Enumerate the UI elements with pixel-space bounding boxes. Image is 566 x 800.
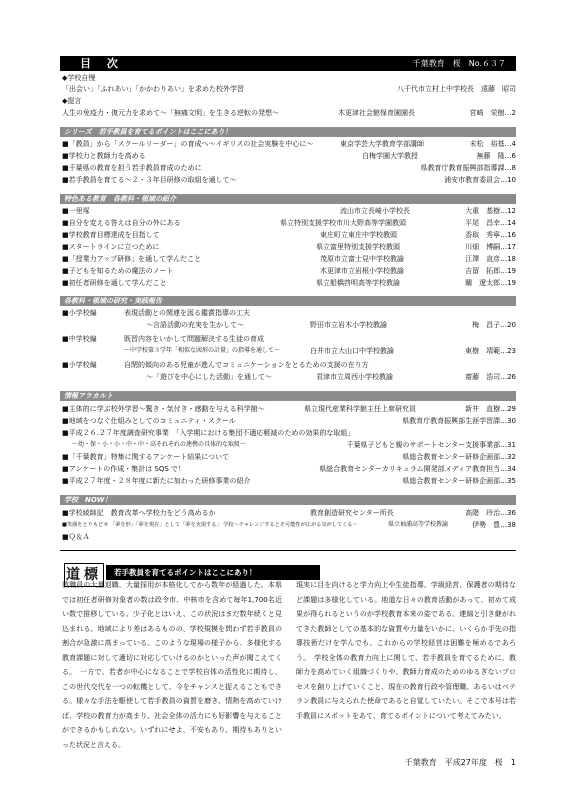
toc-entry[interactable]: ■小学校編 自閉的傾向のある児童が進んでコミュニケーションをとるための支援の在り方	[62, 361, 369, 369]
toc-entry[interactable]: ■一里塚 流山市立長崎小学校長 大重 基樹…12	[62, 207, 516, 215]
toc-title: 目 次	[80, 57, 124, 70]
toc-entry[interactable]: ■自分を変える答えは自分の外にある 県立特別支援学校市川大野高等学園教頭 平尾 昌幸…14	[62, 219, 516, 227]
intro-item-1[interactable]: 「出会い」「ふれあい」「かかわりあい」を求めた校外学習 八千代市立村上中学校長 遠藤 昭司	[62, 85, 516, 93]
toc-entry[interactable]: ■平成２６.２７年度調査研究事業 「入学期における集団不適応軽減のための効果的な取組」	[62, 429, 355, 437]
toc-entry[interactable]: ■「千葉教育」特集に関するアンケート結果について 県総合教育センター研修企画部…32	[62, 453, 516, 461]
editorial-left-column: 教職員の大量退職、大量採用が本格化してから数年が経過した。本県では初任者研修対象者の数は政令市、中核市を含めて毎年1,700名近い数で推移している。少子化とはいえ、この状況はまだ数年続くと見込まれる。地域により差はあるものの、学校規模を問わず若手教員の割合が急激に高まっている。このような現場の様子から、多様化する教育課題に対して適切に対応していけるのかといった声が聞こえてくる。 一方で、若者が中心になることで学校自体の活性化に期待し、この世代交代を一つの転機として、今をチャンスと捉えることもできる。様々な手法を駆使して若手教員の資質を磨き、情熱を高めていけば、学校の教育力が高まり、社会全体の活力にも好影響を与えることができるかもしれない。いずれにせよ、不安もあり、期待もありといった状況と言える。	[62, 581, 282, 749]
toc-entry[interactable]: ■主体的に学ぶ校外学習～驚き・気付き・感動を与える科学館～ 県立現代産業科学館主任上席研究員 新井 直樹…29	[62, 405, 516, 413]
intro-item-2[interactable]: 人生の免疫力・復元力を求めて～「無痛文明」を生きる逆転の発想～ 木更津社会館保育園園長 宮崎 栄樹…2	[62, 109, 516, 117]
toc-entry[interactable]: ■Ｑ＆Ａ	[62, 533, 90, 541]
section-banner-special: 特色ある教育 各教科・領域の紹介	[60, 194, 516, 204]
editorial-right-column: 現実に目を向けると学力向上や生徒指導、学級経営、保護者の期待など課題は多様化している。地道な日々の教育活動があって、初めて成果が得られるというのが学校教育本来の姿である。連綿と引き継がれてきた教師としての基本的な資質や力量をいかに、いくらか手先の指導技術だけを学んでも、これからの学校経営は困難を極めるであろう。 学校全体の教育力向上に関して、若手教員を育てるために、教師力を高めていく組織づくりや、教師力育成のためのゆるぎないプロセスを創り上げていくこと、現在の教育行政や管理職、あるいはベテラン教員に与えられた使命であると自覚していたい。そこで本号は若手教員にスポットをあて、育てるポイントについて考えてみたい。	[296, 581, 516, 720]
toc-entry[interactable]: ～中学校第３学年「相似な図形の計量」の指導を通して～ 白井市立大山口中学校教諭 東樹 靖範…23	[124, 347, 516, 355]
toc-entry[interactable]: ■子どもを知るための魔法のノート 木更津市立岩根小学校教諭 吉留 拓郎…19	[62, 267, 516, 275]
page-footer: 千葉教育 平成27年度 桜 1	[404, 758, 516, 767]
publication-label: 千葉教育 桜 No.６３７	[412, 59, 506, 68]
toc-entry[interactable]: ■学校力と教師力を高める 白梅学園大学教授 無藤 隆…6	[62, 152, 516, 160]
toc-entry[interactable]: ■地域をつなぐ仕組みとしてのコミュニティ・スクール 県教育庁教育振興部生涯学習課…30	[62, 417, 516, 425]
toc-entry[interactable]: ■アンケートの作成・集計は SQS で！ 県総合教育センターカリキュラム開発部メディア教育担当…34	[62, 465, 516, 473]
toc-entry[interactable]: ■若手教員を育てる～２・３年目研修の取組を通して～ 浦安市教育委員会…10	[62, 176, 516, 184]
intro-label-1: ◆学校自慢	[62, 74, 96, 82]
toc-entry[interactable]: ■スタートラインに立つために 県立富里特別支援学校教頭 川畑 博嗣…17	[62, 243, 516, 251]
toc-entry[interactable]: ■学校教育目標達成を目指して 東庄町立東庄中学校教頭 香取 秀寧…16	[62, 231, 516, 239]
toc-entry[interactable]: ■小学校編 表現活動との関連を図る鑑賞指導の工夫	[62, 309, 250, 317]
section-banner-school-now: 学校 NOW！	[60, 495, 516, 505]
toc-entry[interactable]: ■「教員」から「スクールリーダー」の育成へ～イギリスの社会実験を中心に～ 東京学芸大学教育学部講師 末松 裕基…4	[62, 140, 516, 148]
toc-entry[interactable]: ～「遊びを中心にした活動」を通して～ 君津市立周西小学校教諭 齋藤 浩司…26	[146, 373, 516, 381]
toc-entry[interactable]: ■中学校編 既習内容をいかして問題解決する生徒の育成	[62, 335, 264, 343]
toc-entry[interactable]: ■千葉県の教育を担う若手教員育成のために 県教育庁教育振興部指導課…8	[62, 164, 516, 172]
toc-entry[interactable]: ■平成２７年度・２８年度に新たに加わった研修事業の紹介 県総合教育センター研修企画部…35	[62, 477, 516, 485]
toc-entry[interactable]: ■初任者研修を通して学んだこと 県立船橋啓明高等学校教諭 關 遼太郎…19	[62, 279, 516, 287]
doukyo-mark: 道標	[64, 563, 104, 587]
doukyo-banner: 若手教員を育てるポイントはここにあり！	[106, 565, 320, 580]
section-banner-info: 情報アラカルト	[60, 391, 516, 401]
toc-header	[60, 56, 516, 71]
section-banner-series: シリーズ 若手教員を育てるポイントはここにあり！	[60, 127, 516, 137]
toc-entry[interactable]: ～幼・保・小・小・中・中・高それぞれの連携の具体的な取組～ 千葉県子どもと親のサポートセンター支援事業部…31	[72, 441, 516, 449]
toc-entry[interactable]: ■学校綾帥記 教育改革へ学校力をどう高めるか 教育創造研究センター所長 高階 玲治…36	[62, 509, 516, 517]
toc-entry[interactable]: ～言語活動の充実を生かして～ 野田市立岩木小学校教諭 梅 昌子…20	[146, 321, 516, 329]
toc-entry[interactable]: ■「授業力アップ研修」を通して学んだこと 茂原市立富士見中学校教諭 江澤 直彦…18	[62, 255, 516, 263]
toc-entry[interactable]: ■笑顔をとりもどせ 「夢を形」「夢を現在」として「夢を実現する」 学校～チャレンジするとそ可能性が広がる気がしてくる～ 県立袖浦高等学校教諭 伊勢 豊…38	[62, 521, 516, 529]
section-banner-research: 各教科・領域の研究・実践報告	[60, 296, 516, 306]
intro-label-2: ◆提言	[62, 97, 82, 105]
divider	[60, 550, 516, 551]
